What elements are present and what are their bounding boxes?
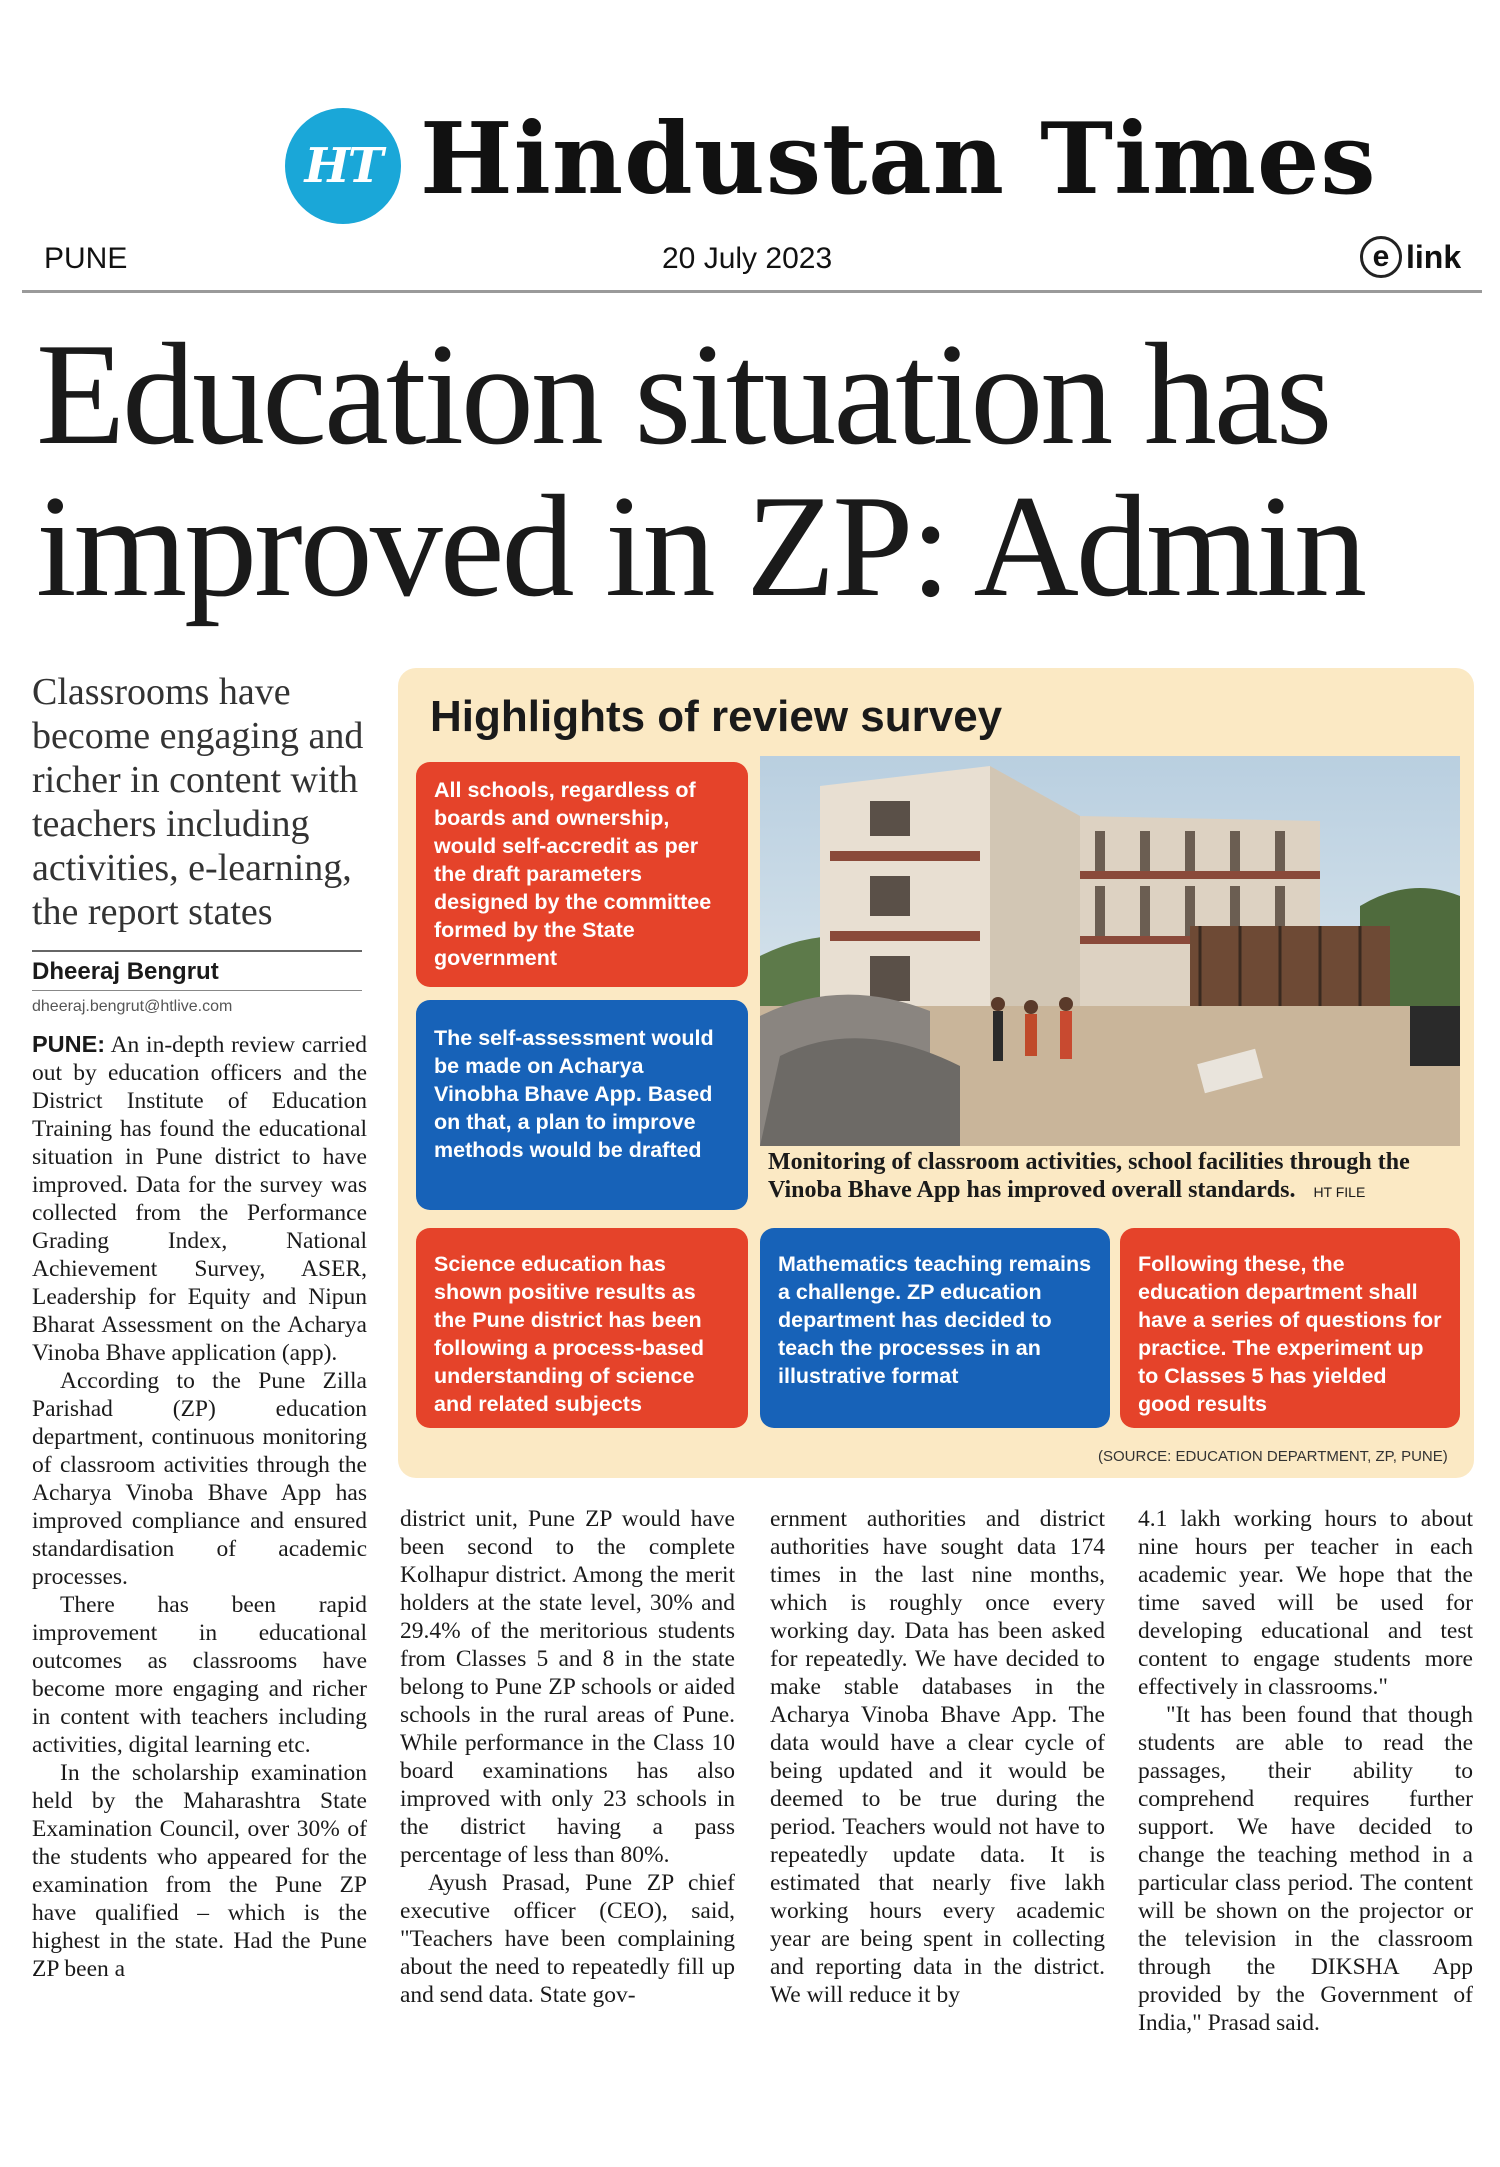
elink-label: link — [1406, 238, 1462, 275]
highlight-card-practice: Following these, the education department shall have a series of questions for practice. The experiment up to Classes 5 has yielded good results — [1120, 1228, 1460, 1428]
edition-date: 20 July 2023 — [662, 242, 833, 275]
masthead — [0, 100, 1500, 220]
article-paragraph: 4.1 lakh working hours to about nine hours per teacher in each academic year. We hope that the time saved will be used for developing educational and test content to engage students more effectively in classrooms." — [1138, 1506, 1473, 1700]
headline-line-1: Education situation has — [36, 313, 1330, 475]
deck: Classrooms have become engaging and richer in content with teachers including activities, e-learning, the report states — [32, 671, 364, 933]
byline-divider-top — [32, 950, 362, 952]
photo-caption: Monitoring of classroom activities, school facilities through the Vinoba Bhave App has improved overall standards. HT FILE — [768, 1149, 1410, 1203]
article-paragraph: Ayush Prasad, Pune ZP chief executive officer (CEO), said, "Teachers have been complaining about the need to repeatedly fill up and send data. State gov- — [400, 1870, 735, 2008]
highlight-card-self-assessment: The self-assessment would be made on Acharya Vinobha Bhave App. Based on that, a plan to improve methods would be drafted — [416, 1000, 748, 1210]
highlight-card-science: Science education has shown positive results as the Pune district has been following a process-based understanding of science and related subjects — [416, 1228, 748, 1428]
article-column-4 — [1138, 1505, 1473, 2037]
elink-e-icon: e — [1360, 236, 1402, 278]
highlights-title: Highlights of review survey — [430, 692, 1003, 741]
article-paragraph: district unit, Pune ZP would have been second to the complete Kolhapur district. Among the merit holders at the state level, 30% and 29.4% of the meritorious students from Classes 5 and 8 in the state belong to Pune ZP schools or aided schools in the rural areas of Pune. While performance in the Class 10 board examinations has also improved with only 23 schools in the district having a pass percentage of less than 80%. — [400, 1506, 735, 1868]
article-column-2 — [400, 1505, 735, 2009]
dateline-bar — [0, 238, 1500, 282]
school-building-illustration — [760, 756, 1460, 1146]
headline — [36, 313, 1476, 627]
article-paragraph: ernment authorities and district authorities have sought data 174 times in the last nine months, which is roughly once every working day. Data has been asked for repeatedly. We have decided to make stable databases in the Acharya Vinoba Bhave App. The data would have a clear cycle of being updated and it would be deemed to be true during the period. Teachers would not have to repeatedly update data. It is estimated that nearly five lakh working hours every academic year are being spent in collecting and reporting data in the district. We will reduce it by — [770, 1506, 1105, 2008]
source-note: (SOURCE: EDUCATION DEPARTMENT, ZP, PUNE) — [1098, 1448, 1448, 1465]
article-paragraph: In the scholarship examination held by the Maharashtra State Examination Council, over 30% of the students who appeared for the examination from the Pune ZP have qualified – which is the highest in the state. Had the Pune ZP been a — [32, 1760, 367, 1982]
article-paragraph: "It has been found that though students are able to read the passages, their ability to comprehend requires further support. We have decided to change the teaching method in a particular class period. The content will be shown on the projector or the television in the classroom through the DIKSHA App provided by the Government of India," Prasad said. — [1138, 1702, 1473, 2036]
article-column-3 — [770, 1505, 1105, 2009]
dateline-label: PUNE: — [32, 1031, 106, 1057]
highlight-card-accreditation: All schools, regardless of boards and ownership, would self-accredit as per the draft parameters designed by the committee formed by the State government — [416, 762, 748, 987]
edition-city: PUNE — [44, 242, 128, 275]
paper-name: Hindustan Times — [420, 102, 1377, 217]
article-column-1 — [32, 1030, 367, 1983]
masthead-rule — [22, 290, 1482, 293]
byline-author: Dheeraj Bengrut — [32, 958, 219, 985]
author-email: dheeraj.bengrut@htlive.com — [32, 998, 233, 1015]
article-paragraph: There has been rapid improvement in educational outcomes as classrooms have become more engaging and richer in content with teachers including activities, digital learning etc. — [32, 1592, 367, 1758]
photo-credit: HT FILE — [1313, 1184, 1366, 1200]
highlight-card-mathematics: Mathematics teaching remains a challenge. ZP education department has decided to teach the processes in an illustrative format — [760, 1228, 1110, 1428]
byline-divider — [32, 990, 362, 991]
school-building-photo — [760, 756, 1460, 1146]
ht-logo-icon: HT — [285, 108, 401, 224]
elink-logo — [1360, 236, 1461, 278]
headline-line-2: improved in ZP: Admin — [36, 465, 1365, 627]
article-paragraph: According to the Pune Zilla Parishad (ZP) education department, continuous monitoring of classroom activities through the Acharya Vinoba Bhave App has improved compliance and ensured standardisation of academic processes. — [32, 1368, 367, 1590]
article-paragraph: PUNE: An in-depth review carried out by education officers and the District Institute of Education Training has found the educational situation in Pune district to have improved. Data for the survey was collected from the Performance Grading Index, National Achievement Survey, ASER, Leadership for Equity and Nipun Bharat Assessment on the Acharya Vinoba Bhave application (app). — [32, 1031, 367, 1366]
